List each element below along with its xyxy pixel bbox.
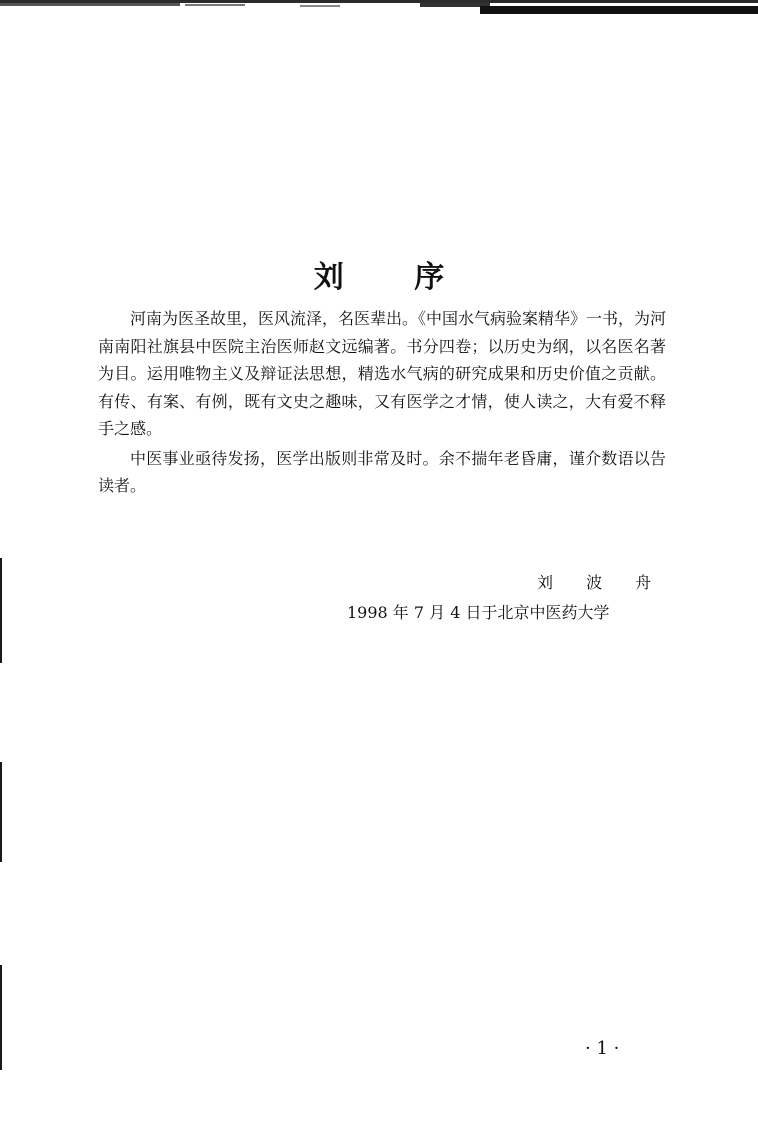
scan-edge-top xyxy=(0,0,758,18)
paragraph: 中医事业亟待发扬，医学出版则非常及时。余不揣年老昏庸，谨介数语以告读者。 xyxy=(98,448,666,495)
signature-name: 刘 波 舟 xyxy=(537,573,666,592)
paragraph: 河南为医圣故里，医风流泽，名医辈出。《中国水气病验案精华》一书，为河南南阳社旗县中医院主治医师赵文远编著。书分四卷；以历史为纲，以名医名著为目。运用唯物主义及辩证法思想，精选水气病的研究成果和历史价值之贡献。有传、有案、有例，既有文史之趣味，又有医学之才情，使人读之，大有爱不释手之感。 xyxy=(98,309,667,438)
scan-edge-mark xyxy=(0,965,2,1070)
scan-edge-mark xyxy=(0,762,2,862)
page-title: 刘 序 xyxy=(313,260,475,295)
preface-body xyxy=(98,305,666,502)
scan-edge-mark xyxy=(0,558,2,663)
page-number: · 1 · xyxy=(585,1038,620,1059)
signature-date: 1998 年 7 月 4 日于北京中医药大学 xyxy=(347,603,610,622)
